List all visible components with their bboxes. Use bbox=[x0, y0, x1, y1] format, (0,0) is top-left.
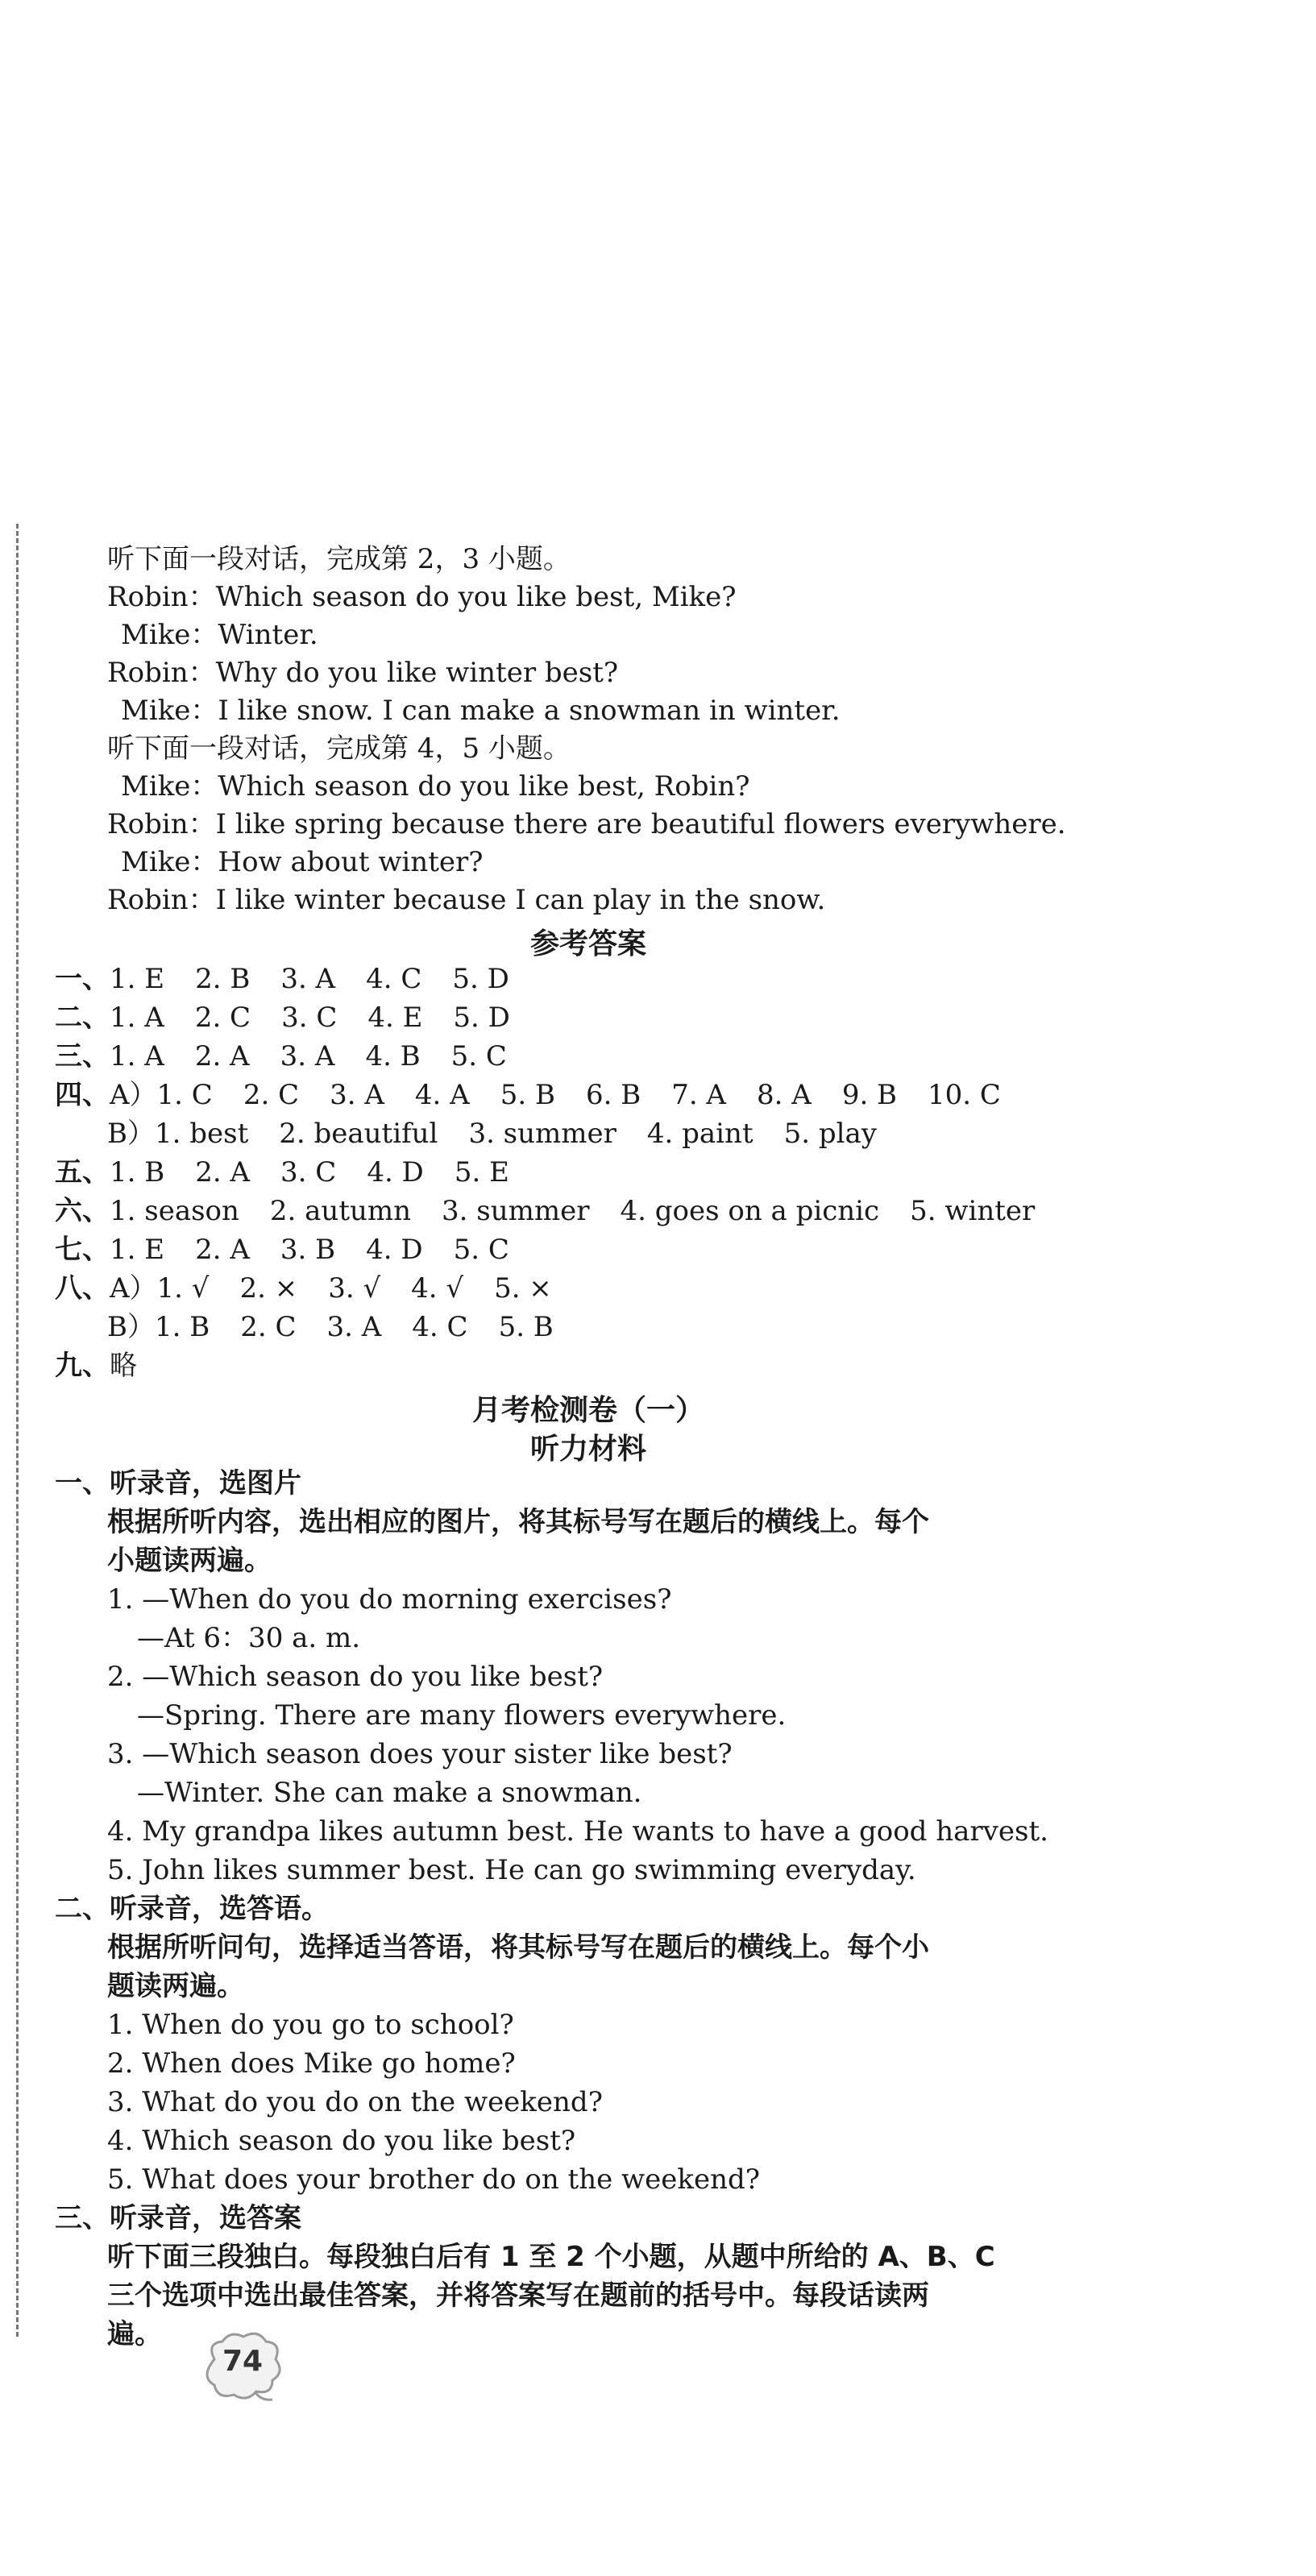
section-2-heading: 二、听录音，选答语。 bbox=[55, 1893, 329, 1925]
answer-item: 1. E bbox=[110, 1234, 165, 1266]
answer-item: 2. autumn bbox=[269, 1195, 412, 1227]
script-line: 3. —Which season does your sister like best? bbox=[107, 1738, 733, 1770]
answer-item: 3. C bbox=[281, 1002, 338, 1034]
section-3-instruction: 三个选项中选出最佳答案，并将答案写在题前的括号中。每段话读两 bbox=[107, 2279, 929, 2312]
script-line: 3. What do you do on the weekend? bbox=[107, 2086, 603, 2118]
utterance: I like spring because there are beautiful flowers everywhere. bbox=[215, 808, 1066, 840]
answer-item: 3. summer bbox=[468, 1118, 616, 1150]
speaker: Robin： bbox=[107, 657, 216, 689]
answer-item: 5. D bbox=[452, 963, 509, 995]
utterance: I like snow. I can make a snowman in winter. bbox=[218, 695, 841, 727]
section-label: 四、 bbox=[55, 1079, 110, 1111]
answer-item: 10. C bbox=[928, 1079, 1001, 1111]
answer-item: 2. A bbox=[195, 1234, 250, 1266]
answer-item: 5. D bbox=[453, 1002, 510, 1034]
answer-row bbox=[55, 1076, 1032, 1114]
answer-item: 4. B bbox=[365, 1040, 421, 1072]
section-label: 九、 bbox=[55, 1350, 110, 1382]
answer-item: A）1. √ bbox=[110, 1272, 210, 1305]
section-label: 五、 bbox=[55, 1156, 110, 1188]
answer-item: 7. A bbox=[671, 1079, 726, 1111]
answer-item: 3. A bbox=[280, 963, 336, 995]
answer-row bbox=[55, 1154, 540, 1191]
answer-item: 3. A bbox=[280, 1040, 335, 1072]
script-line: 4. My grandpa likes autumn best. He wants to have a good harvest. bbox=[107, 1815, 1048, 1848]
answer-item: B）1. best bbox=[107, 1118, 249, 1150]
answer-item: 4. E bbox=[367, 1002, 423, 1034]
script-line: 1. —When do you do morning exercises? bbox=[107, 1583, 672, 1616]
section-label: 八、 bbox=[55, 1272, 110, 1305]
script-line: 5. What does your brother do on the weekend? bbox=[107, 2163, 760, 2196]
dialogue-line bbox=[107, 579, 737, 616]
answer-item: 5. C bbox=[450, 1040, 507, 1072]
section-3-instruction: 遍。 bbox=[107, 2318, 162, 2350]
answer-item: 3. summer bbox=[442, 1195, 590, 1227]
dialogue-line bbox=[121, 844, 483, 881]
utterance: How about winter? bbox=[218, 846, 484, 878]
speaker: Mike： bbox=[121, 770, 218, 803]
section-label: 六、 bbox=[55, 1195, 110, 1227]
answer-row bbox=[55, 999, 541, 1036]
answer-item: 2. C bbox=[243, 1079, 300, 1111]
answer-row bbox=[55, 1231, 540, 1268]
answer-item: 5. B bbox=[500, 1079, 555, 1111]
script-line: 2. —Which season do you like best? bbox=[107, 1661, 604, 1693]
script-line: 4. Which season do you like best? bbox=[107, 2125, 576, 2157]
section-2-instruction: 根据所听问句，选择适当答语，将其标号写在题后的横线上。每个小 bbox=[107, 1931, 929, 1964]
answer-item: 4. C bbox=[412, 1311, 468, 1343]
answer-item: 4. √ bbox=[411, 1272, 464, 1305]
answer-item: 5. winter bbox=[910, 1195, 1036, 1227]
test-title: 月考检测卷（一） bbox=[471, 1394, 704, 1427]
utterance: Why do you like winter best? bbox=[215, 657, 619, 689]
answer-item: 2. A bbox=[195, 1156, 251, 1188]
utterance: I like winter because I can play in the snow. bbox=[215, 884, 826, 916]
answer-item: A）1. C bbox=[110, 1079, 213, 1111]
answer-item: 3. C bbox=[280, 1156, 337, 1188]
script-line: —Spring. There are many flowers everywhere. bbox=[137, 1699, 787, 1732]
answer-item: 4. paint bbox=[646, 1118, 753, 1150]
answer-item: 5. E bbox=[454, 1156, 509, 1188]
section-label: 一、 bbox=[55, 963, 110, 995]
script-line: 5. John likes summer best. He can go swimming everyday. bbox=[107, 1854, 916, 1886]
answer-item: 3. B bbox=[280, 1234, 336, 1266]
answer-item: 5. × bbox=[494, 1272, 552, 1305]
dialogue-line bbox=[121, 616, 318, 653]
dialogue-line bbox=[121, 768, 750, 805]
answer-row bbox=[107, 1115, 907, 1152]
answer-row bbox=[55, 1193, 1065, 1230]
answer-item: 1. A bbox=[110, 1002, 164, 1034]
section-label: 七、 bbox=[55, 1234, 110, 1266]
speaker: Mike： bbox=[121, 846, 218, 878]
dialogue-line bbox=[121, 692, 841, 729]
script-line: —Winter. She can make a snowman. bbox=[137, 1777, 642, 1809]
answers-title: 参考答案 bbox=[529, 927, 646, 960]
utterance: Which season do you like best, Mike? bbox=[215, 581, 737, 613]
section-label: 二、 bbox=[55, 1002, 110, 1034]
script-line: 1. When do you go to school? bbox=[107, 2009, 514, 2041]
section-2-instruction: 题读两遍。 bbox=[107, 1970, 244, 2002]
answer-item: 4. D bbox=[366, 1234, 423, 1266]
answer-item: 4. A bbox=[414, 1079, 470, 1111]
answer-item: 略 bbox=[110, 1350, 137, 1382]
answer-item: 4. C bbox=[366, 963, 422, 995]
answer-item: 4. goes on a picnic bbox=[620, 1195, 880, 1227]
answer-item: 1. E bbox=[110, 963, 165, 995]
page-number: 74 bbox=[222, 2345, 264, 2378]
speaker: Robin： bbox=[107, 581, 216, 613]
speaker: Mike： bbox=[121, 619, 218, 651]
answer-item: 9. B bbox=[841, 1079, 898, 1111]
section-label: 三、 bbox=[55, 1040, 110, 1072]
section-3-heading: 三、听录音，选答案 bbox=[55, 2202, 301, 2234]
answer-row bbox=[55, 1270, 583, 1307]
dialogue-line bbox=[107, 654, 618, 691]
answer-item: 1. A bbox=[110, 1040, 164, 1072]
answer-item: 2. A bbox=[194, 1040, 250, 1072]
utterance: Winter. bbox=[218, 619, 318, 651]
speaker: Robin： bbox=[107, 884, 216, 916]
answer-item: 2. beautiful bbox=[279, 1118, 438, 1150]
speaker: Mike： bbox=[121, 695, 218, 727]
answer-item: 3. A bbox=[326, 1311, 382, 1343]
dialogue-line bbox=[107, 881, 825, 919]
utterance: Which season do you like best, Robin? bbox=[218, 770, 750, 803]
answer-item: 4. D bbox=[367, 1156, 424, 1188]
answer-item: 2. B bbox=[195, 963, 251, 995]
section-3-instruction: 听下面三段独白。每段独白后有 1 至 2 个小题，从题中所给的 A、B、C bbox=[107, 2241, 995, 2273]
speaker: Robin： bbox=[107, 808, 216, 840]
answer-item: 2. C bbox=[240, 1311, 297, 1343]
dialogue-line bbox=[107, 806, 1066, 843]
answer-item: 1. season bbox=[110, 1195, 239, 1227]
answer-item: 5. play bbox=[783, 1118, 877, 1150]
answer-item: B）1. B bbox=[107, 1311, 210, 1343]
answer-item: 2. C bbox=[194, 1002, 251, 1034]
answer-row bbox=[55, 1038, 538, 1075]
answer-row bbox=[55, 960, 540, 998]
section-1-instruction: 根据所听内容，选出相应的图片，将其标号写在题后的横线上。每个 bbox=[107, 1506, 929, 1538]
answer-row bbox=[55, 1347, 168, 1384]
test-subtitle: 听力材料 bbox=[529, 1433, 646, 1466]
answer-item: 5. B bbox=[498, 1311, 554, 1343]
answer-item: 1. B bbox=[110, 1156, 165, 1188]
section-1-instruction: 小题读两遍。 bbox=[107, 1545, 272, 1577]
answer-item: 3. A bbox=[330, 1079, 384, 1111]
answer-item: 8. A bbox=[757, 1079, 812, 1111]
page-number-badge bbox=[198, 2327, 287, 2404]
answer-item: 2. × bbox=[239, 1272, 298, 1305]
answer-item: 6. B bbox=[585, 1079, 641, 1111]
dialogue-intro-1: 听下面一段对话，完成第 2，3 小题。 bbox=[107, 543, 571, 575]
script-line: —At 6：30 a. m. bbox=[137, 1622, 361, 1654]
section-1-heading: 一、听录音，选图片 bbox=[55, 1467, 301, 1500]
dialogue-intro-2: 听下面一段对话，完成第 4，5 小题。 bbox=[107, 732, 571, 765]
answer-item: 3. √ bbox=[328, 1272, 381, 1305]
script-line: 2. When does Mike go home? bbox=[107, 2047, 516, 2080]
answer-item: 5. C bbox=[453, 1234, 509, 1266]
answer-row bbox=[107, 1309, 584, 1346]
